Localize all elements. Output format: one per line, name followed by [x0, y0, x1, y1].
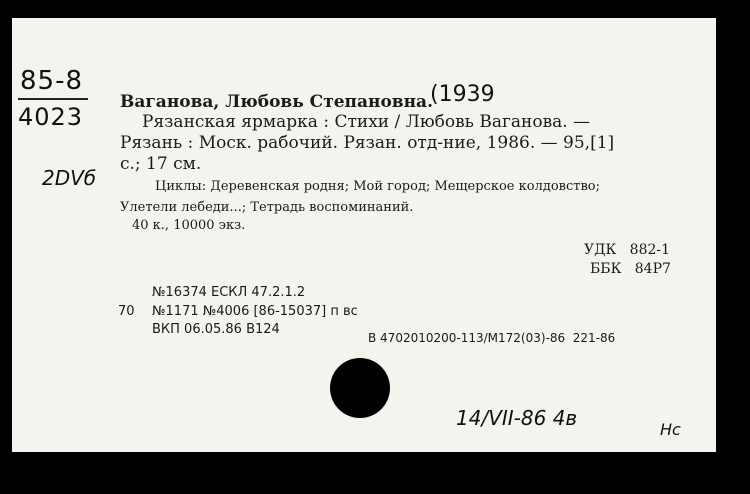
udk-code: УДК 882-1: [584, 242, 671, 258]
title-line: Рязанская ярмарка : Стихи / Любовь Ваганова. —: [142, 112, 591, 132]
bbk-code: ББК 84Р7: [590, 261, 671, 277]
initials: Нс: [660, 420, 681, 439]
birth-year: (1939: [430, 82, 495, 107]
imprint-line: Рязань : Моск. рабочий. Рязан. отд-ние, 1986. — 95,[1]: [120, 133, 615, 153]
contents-note-2: Улетели лебеди...; Тетрадь воспоминаний.: [120, 200, 414, 215]
vkp-line: ВКП 06.05.86 В124: [152, 322, 280, 337]
catalog-card: [12, 18, 716, 452]
copies-line: 40 к., 10000 экз.: [132, 218, 246, 233]
date-stamp: 14/VII-86 4в: [456, 406, 578, 430]
call-number-rule: [18, 98, 88, 100]
author-mark: 2DVб: [42, 166, 97, 190]
author-heading: Ваганова, Любовь Степановна.: [120, 92, 433, 112]
call-number-bottom: 4023: [18, 103, 84, 131]
record-number-line: №16374 ЕСКЛ 47.2.1.2: [152, 285, 306, 300]
record-numbers-line: №1171 №4006 [86-15037] п вс: [152, 304, 358, 319]
call-number-top: 85-8: [20, 66, 84, 96]
extent-line: с.; 17 см.: [120, 154, 202, 174]
punch-hole: [330, 358, 390, 418]
record-prefix: 70: [118, 304, 135, 319]
catalog-code: В 4702010200-113/М172(03)-86 221-86: [368, 331, 616, 345]
contents-note-1: Циклы: Деревенская родня; Мой город; Мещерское колдовство;: [155, 179, 600, 194]
